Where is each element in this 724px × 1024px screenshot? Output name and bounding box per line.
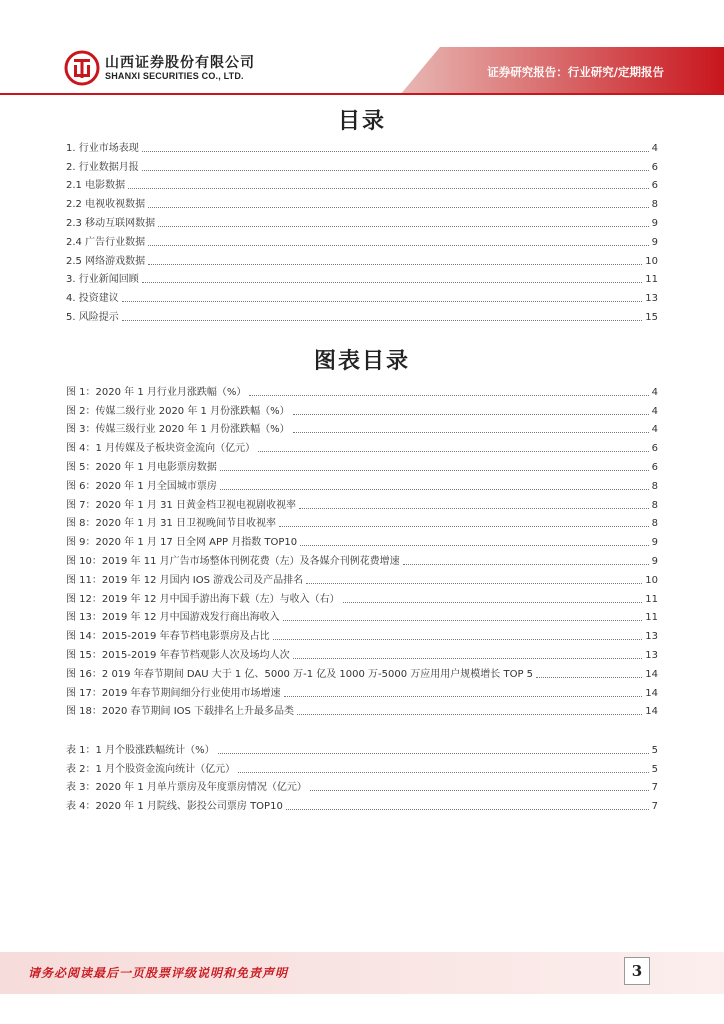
toc-entry[interactable] <box>66 136 658 155</box>
toc-entry-page: 6 <box>651 161 658 173</box>
dot-leader <box>148 207 649 208</box>
company-logo-icon <box>64 50 100 86</box>
toc-entry-label: 图 11：2019 年 12 月国内 IOS 游戏公司及产品排名 <box>66 574 304 586</box>
dot-leader <box>293 658 643 659</box>
toc-entry[interactable] <box>66 530 658 549</box>
toc-list <box>66 136 658 324</box>
figures-list <box>66 380 658 718</box>
toc-entry-label: 图 15：2015-2019 年春节档观影人次及场均人次 <box>66 649 290 661</box>
toc-entry-label: 2.4 广告行业数据 <box>66 236 146 248</box>
toc-entry[interactable] <box>66 268 658 287</box>
dot-leader <box>293 414 649 415</box>
toc-entry-label: 2. 行业数据月报 <box>66 161 139 173</box>
toc-entry-page: 14 <box>645 668 658 680</box>
toc-entry-label: 1. 行业市场表现 <box>66 142 139 154</box>
toc-entry[interactable] <box>66 174 658 193</box>
toc-entry[interactable] <box>66 549 658 568</box>
toc-entry-label: 图 9：2020 年 1 月 17 日全网 APP 月指数 TOP10 <box>66 537 298 549</box>
dot-leader <box>300 545 648 546</box>
toc-entry-label: 图 8：2020 年 1 月 31 日卫视晚间节目收视率 <box>66 518 276 530</box>
toc-entry[interactable] <box>66 624 658 643</box>
toc-entry-label: 表 2：1 月个股资金流向统计（亿元） <box>66 763 236 775</box>
toc-entry-page: 7 <box>651 782 658 794</box>
toc-entry-page: 14 <box>645 687 658 699</box>
figures-title: 图表目录 <box>313 349 410 374</box>
toc-entry-page: 8 <box>651 499 658 511</box>
dot-leader <box>220 489 649 490</box>
toc-entry[interactable] <box>66 587 658 606</box>
toc-entry[interactable] <box>66 606 658 625</box>
toc-entry-label: 图 17：2019 年春节期间细分行业使用市场增速 <box>66 687 281 699</box>
toc-entry[interactable] <box>66 493 658 512</box>
dot-leader <box>218 753 649 754</box>
dot-leader <box>536 677 642 678</box>
dot-leader <box>142 151 649 152</box>
dot-leader <box>142 170 649 171</box>
toc-entry-page: 5 <box>651 763 658 775</box>
toc-entry-page: 6 <box>651 180 658 192</box>
toc-entry[interactable] <box>66 681 658 700</box>
dot-leader <box>128 188 649 189</box>
page-header <box>0 0 724 95</box>
dot-leader <box>299 508 649 509</box>
dot-leader <box>220 470 649 471</box>
toc-entry-page: 4 <box>651 424 658 436</box>
toc-entry-page: 15 <box>645 311 658 323</box>
toc-entry-page: 9 <box>651 217 658 229</box>
toc-entry-label: 图 3：传媒三级行业 2020 年 1 月份涨跌幅（%） <box>66 424 290 436</box>
toc-title: 目录 <box>337 109 386 134</box>
toc-entry[interactable] <box>66 794 658 813</box>
toc-entry-label: 图 2：传媒二级行业 2020 年 1 月份涨跌幅（%） <box>66 405 290 417</box>
toc-entry[interactable] <box>66 757 658 776</box>
toc-entry-label: 2.2 电视收视数据 <box>66 199 146 211</box>
dot-leader <box>403 564 649 565</box>
toc-entry-label: 图 12：2019 年 12 月中国手游出海下载（左）与收入（右） <box>66 593 340 605</box>
company-name-cn: 山西证券股份有限公司 <box>105 55 255 71</box>
dot-leader <box>284 696 643 697</box>
toc-entry-page: 4 <box>651 405 658 417</box>
toc-entry-page: 4 <box>651 386 658 398</box>
dot-leader <box>238 772 649 773</box>
toc-entry-label: 图 1：2020 年 1 月行业月涨跌幅（%） <box>66 386 247 398</box>
dot-leader <box>279 526 649 527</box>
toc-entry[interactable] <box>66 738 658 757</box>
toc-entry-page: 13 <box>645 649 658 661</box>
toc-entry-label: 图 13：2019 年 12 月中国游戏发行商出海收入 <box>66 612 280 624</box>
dot-leader <box>306 583 642 584</box>
footer-disclaimer: 请务必阅读最后一页股票评级说明和免责声明 <box>28 966 289 980</box>
company-name-en: SHANXI SECURITIES CO., LTD. <box>105 71 244 81</box>
dot-leader <box>148 245 649 246</box>
toc-entry[interactable] <box>66 380 658 399</box>
toc-entry-label: 图 7：2020 年 1 月 31 日黄金档卫视电视剧收视率 <box>66 499 296 511</box>
toc-entry-page: 13 <box>645 293 658 305</box>
page-number: 3 <box>624 957 650 985</box>
toc-entry-page: 6 <box>651 461 658 473</box>
dot-leader <box>297 714 642 715</box>
toc-entry[interactable] <box>66 399 658 418</box>
toc-entry-label: 图 4：1 月传媒及子板块资金流向（亿元） <box>66 443 256 455</box>
dot-leader <box>273 639 643 640</box>
dot-leader <box>249 395 648 396</box>
toc-entry[interactable] <box>66 512 658 531</box>
toc-entry[interactable] <box>66 249 658 268</box>
toc-entry-page: 8 <box>651 518 658 530</box>
toc-entry[interactable] <box>66 305 658 324</box>
toc-entry[interactable] <box>66 700 658 719</box>
report-type-label: 证券研究报告：行业研究/定期报告 <box>487 65 664 79</box>
toc-entry[interactable] <box>66 455 658 474</box>
toc-entry-page: 13 <box>645 631 658 643</box>
toc-entry[interactable] <box>66 192 658 211</box>
toc-entry-page: 10 <box>645 255 658 267</box>
dot-leader <box>158 226 649 227</box>
toc-entry-label: 图 16：2 019 年春节期间 DAU 大于 1 亿、5000 万-1 亿及 1000 万-5000 万应用用户规模增长 TOP 5 <box>66 668 534 680</box>
toc-entry[interactable] <box>66 286 658 305</box>
toc-entry-page: 14 <box>645 706 658 718</box>
toc-entry-page: 8 <box>651 480 658 492</box>
dot-leader <box>148 264 642 265</box>
tables-list <box>66 738 658 813</box>
toc-entry-label: 5. 风险提示 <box>66 311 119 323</box>
toc-entry-page: 6 <box>651 443 658 455</box>
toc-entry-page: 9 <box>651 555 658 567</box>
dot-leader <box>343 602 643 603</box>
toc-entry[interactable] <box>66 436 658 455</box>
toc-entry-page: 11 <box>645 612 658 624</box>
toc-entry-label: 表 3：2020 年 1 月单片票房及年度票房情况（亿元） <box>66 782 307 794</box>
toc-entry[interactable] <box>66 662 658 681</box>
toc-entry[interactable] <box>66 776 658 795</box>
toc-entry-label: 图 6：2020 年 1 月全国城市票房 <box>66 480 217 492</box>
toc-entry[interactable] <box>66 155 658 174</box>
toc-entry-label: 2.1 电影数据 <box>66 180 126 192</box>
dot-leader <box>310 790 649 791</box>
toc-entry[interactable] <box>66 211 658 230</box>
toc-entry-page: 9 <box>651 236 658 248</box>
dot-leader <box>122 301 643 302</box>
toc-entry-label: 表 4：2020 年 1 月院线、影投公司票房 TOP10 <box>66 801 283 813</box>
dot-leader <box>283 620 643 621</box>
toc-entry-label: 表 1：1 月个股涨跌幅统计（%） <box>66 744 215 756</box>
toc-entry-label: 图 10：2019 年 11 月广告市场整体刊例花费（左）及各媒介刊例花费增速 <box>66 555 400 567</box>
toc-entry-page: 7 <box>651 801 658 813</box>
toc-entry-page: 11 <box>645 593 658 605</box>
toc-entry-label: 2.5 网络游戏数据 <box>66 255 146 267</box>
toc-entry-page: 8 <box>651 199 658 211</box>
toc-entry-label: 2.3 移动互联网数据 <box>66 217 156 229</box>
dot-leader <box>122 320 643 321</box>
toc-entry-page: 11 <box>645 274 658 286</box>
toc-entry[interactable] <box>66 418 658 437</box>
toc-entry-label: 4. 投资建议 <box>66 293 119 305</box>
dot-leader <box>142 282 643 283</box>
toc-entry-label: 图 14：2015-2019 年春节档电影票房及占比 <box>66 631 270 643</box>
toc-entry-label: 3. 行业新闻回顾 <box>66 274 139 286</box>
dot-leader <box>258 451 649 452</box>
toc-entry-label: 图 5：2020 年 1 月电影票房数据 <box>66 461 217 473</box>
toc-entry-page: 5 <box>651 744 658 756</box>
toc-entry[interactable] <box>66 643 658 662</box>
toc-entry[interactable] <box>66 568 658 587</box>
toc-entry-label: 图 18：2020 春节期间 IOS 下载排名上升最多品类 <box>66 706 295 718</box>
toc-entry[interactable] <box>66 230 658 249</box>
toc-entry-page: 4 <box>651 142 658 154</box>
toc-entry-page: 10 <box>645 574 658 586</box>
toc-entry[interactable] <box>66 474 658 493</box>
dot-leader <box>293 432 649 433</box>
toc-entry-page: 9 <box>651 537 658 549</box>
dot-leader <box>286 809 649 810</box>
